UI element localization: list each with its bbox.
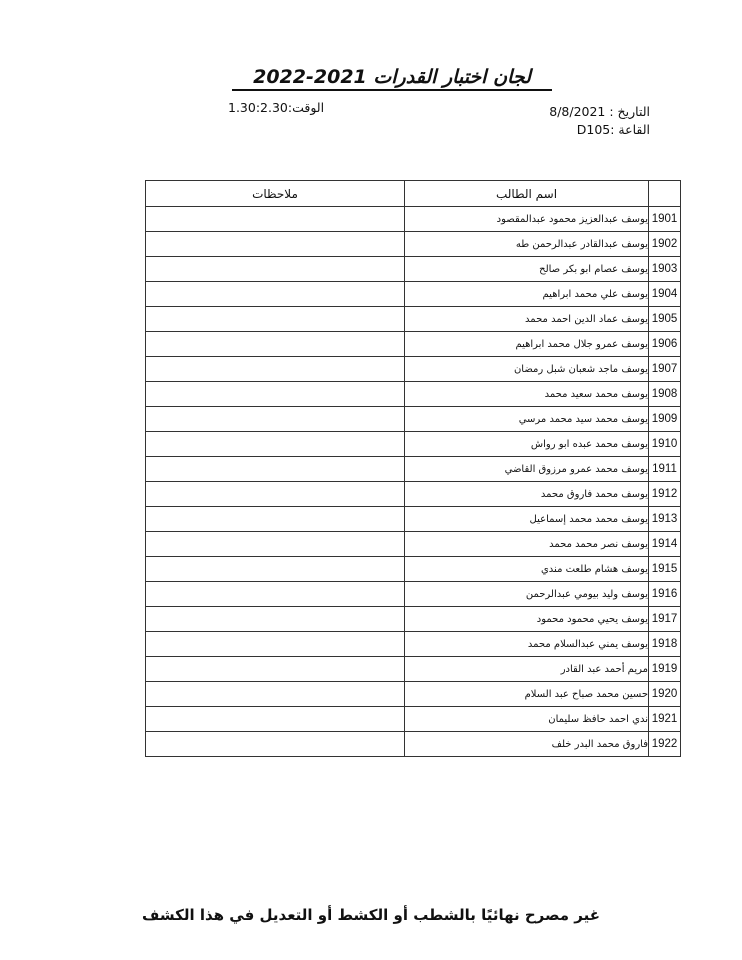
student-number: 1908: [649, 382, 681, 407]
document-title: لجان اختبار القدرات 2021-2022: [232, 66, 552, 91]
student-name: يوسف محمد محمد إسماعيل: [405, 507, 649, 532]
footer-warning: غير مصرح نهائيًا بالشطب أو الكشط أو التعديل في هذا الكشف: [142, 906, 600, 924]
student-number: 1922: [649, 732, 681, 757]
table-row: [146, 657, 681, 682]
table-row: [146, 232, 681, 257]
exam-date: التاريخ : 8/8/2021: [549, 104, 650, 119]
student-number: 1907: [649, 357, 681, 382]
table-row: [146, 732, 681, 757]
student-name: يوسف عمرو جلال محمد ابراهيم: [405, 332, 649, 357]
student-number: 1906: [649, 332, 681, 357]
notes-cell: [146, 707, 405, 732]
student-name: حسين محمد صباح عبد السلام: [405, 682, 649, 707]
notes-cell: [146, 482, 405, 507]
student-name: يوسف محمد سيد محمد مرسي: [405, 407, 649, 432]
student-name: يوسف محمد فاروق محمد: [405, 482, 649, 507]
student-name: يوسف علي محمد ابراهيم: [405, 282, 649, 307]
header-notes: ملاحظات: [146, 181, 405, 207]
student-number: 1905: [649, 307, 681, 332]
exam-hall: القاعة :D105: [576, 122, 650, 137]
student-number: 1913: [649, 507, 681, 532]
notes-cell: [146, 557, 405, 582]
notes-cell: [146, 532, 405, 557]
student-number: 1917: [649, 607, 681, 632]
notes-cell: [146, 657, 405, 682]
table-row: [146, 357, 681, 382]
table-row: [146, 632, 681, 657]
notes-cell: [146, 332, 405, 357]
table-row: [146, 557, 681, 582]
student-name: يوسف عماد الدين احمد محمد: [405, 307, 649, 332]
student-number: 1919: [649, 657, 681, 682]
notes-cell: [146, 307, 405, 332]
student-name: يوسف يمني عبدالسلام محمد: [405, 632, 649, 657]
student-number: 1916: [649, 582, 681, 607]
student-name: يوسف ماجد شعبان شبل رمضان: [405, 357, 649, 382]
student-name: يوسف نصر محمد محمد: [405, 532, 649, 557]
table-row: [146, 457, 681, 482]
student-name: يوسف هشام طلعت مندي: [405, 557, 649, 582]
notes-cell: [146, 457, 405, 482]
student-roster-table: [145, 180, 681, 757]
student-number: 1921: [649, 707, 681, 732]
notes-cell: [146, 582, 405, 607]
exam-time: الوقت:1.30:2.30: [228, 100, 325, 115]
table-row: [146, 607, 681, 632]
notes-cell: [146, 632, 405, 657]
student-number: 1910: [649, 432, 681, 457]
student-number: 1915: [649, 557, 681, 582]
table-row: [146, 207, 681, 232]
student-name: يوسف محمد سعيد محمد: [405, 382, 649, 407]
student-number: 1911: [649, 457, 681, 482]
student-number: 1914: [649, 532, 681, 557]
student-name: يوسف عصام ابو بكر صالح: [405, 257, 649, 282]
table-row: [146, 707, 681, 732]
student-number: 1904: [649, 282, 681, 307]
student-name: ندي احمد حافظ سليمان: [405, 707, 649, 732]
table-row: [146, 382, 681, 407]
table-row: [146, 432, 681, 457]
notes-cell: [146, 357, 405, 382]
notes-cell: [146, 207, 405, 232]
table-row: [146, 332, 681, 357]
notes-cell: [146, 682, 405, 707]
notes-cell: [146, 507, 405, 532]
notes-cell: [146, 732, 405, 757]
table-row: [146, 282, 681, 307]
notes-cell: [146, 232, 405, 257]
student-number: 1909: [649, 407, 681, 432]
table-row: [146, 482, 681, 507]
table-row: [146, 407, 681, 432]
student-number: 1918: [649, 632, 681, 657]
notes-cell: [146, 382, 405, 407]
student-name: يوسف محمد عبده ابو رواش: [405, 432, 649, 457]
table-row: [146, 307, 681, 332]
header-student-name: اسم الطالب: [405, 181, 649, 207]
table-row: [146, 682, 681, 707]
notes-cell: [146, 607, 405, 632]
student-name: فاروق محمد البدر خلف: [405, 732, 649, 757]
notes-cell: [146, 432, 405, 457]
student-number: 1920: [649, 682, 681, 707]
notes-cell: [146, 407, 405, 432]
student-name: يوسف يحيي محمود محمود: [405, 607, 649, 632]
student-number: 1912: [649, 482, 681, 507]
table-row: [146, 507, 681, 532]
header-number: [649, 181, 681, 207]
student-number: 1903: [649, 257, 681, 282]
table-header-row: [146, 181, 681, 207]
student-name: مريم أحمد عبد القادر: [405, 657, 649, 682]
student-number: 1901: [649, 207, 681, 232]
notes-cell: [146, 257, 405, 282]
table-row: [146, 532, 681, 557]
table-row: [146, 582, 681, 607]
table-row: [146, 257, 681, 282]
student-name: يوسف عبدالعزيز محمود عبدالمقصود: [405, 207, 649, 232]
student-name: يوسف محمد عمرو مرزوق القاضي: [405, 457, 649, 482]
student-name: يوسف عبدالقادر عبدالرحمن طه: [405, 232, 649, 257]
notes-cell: [146, 282, 405, 307]
student-name: يوسف وليد بيومي عبدالرحمن: [405, 582, 649, 607]
student-number: 1902: [649, 232, 681, 257]
